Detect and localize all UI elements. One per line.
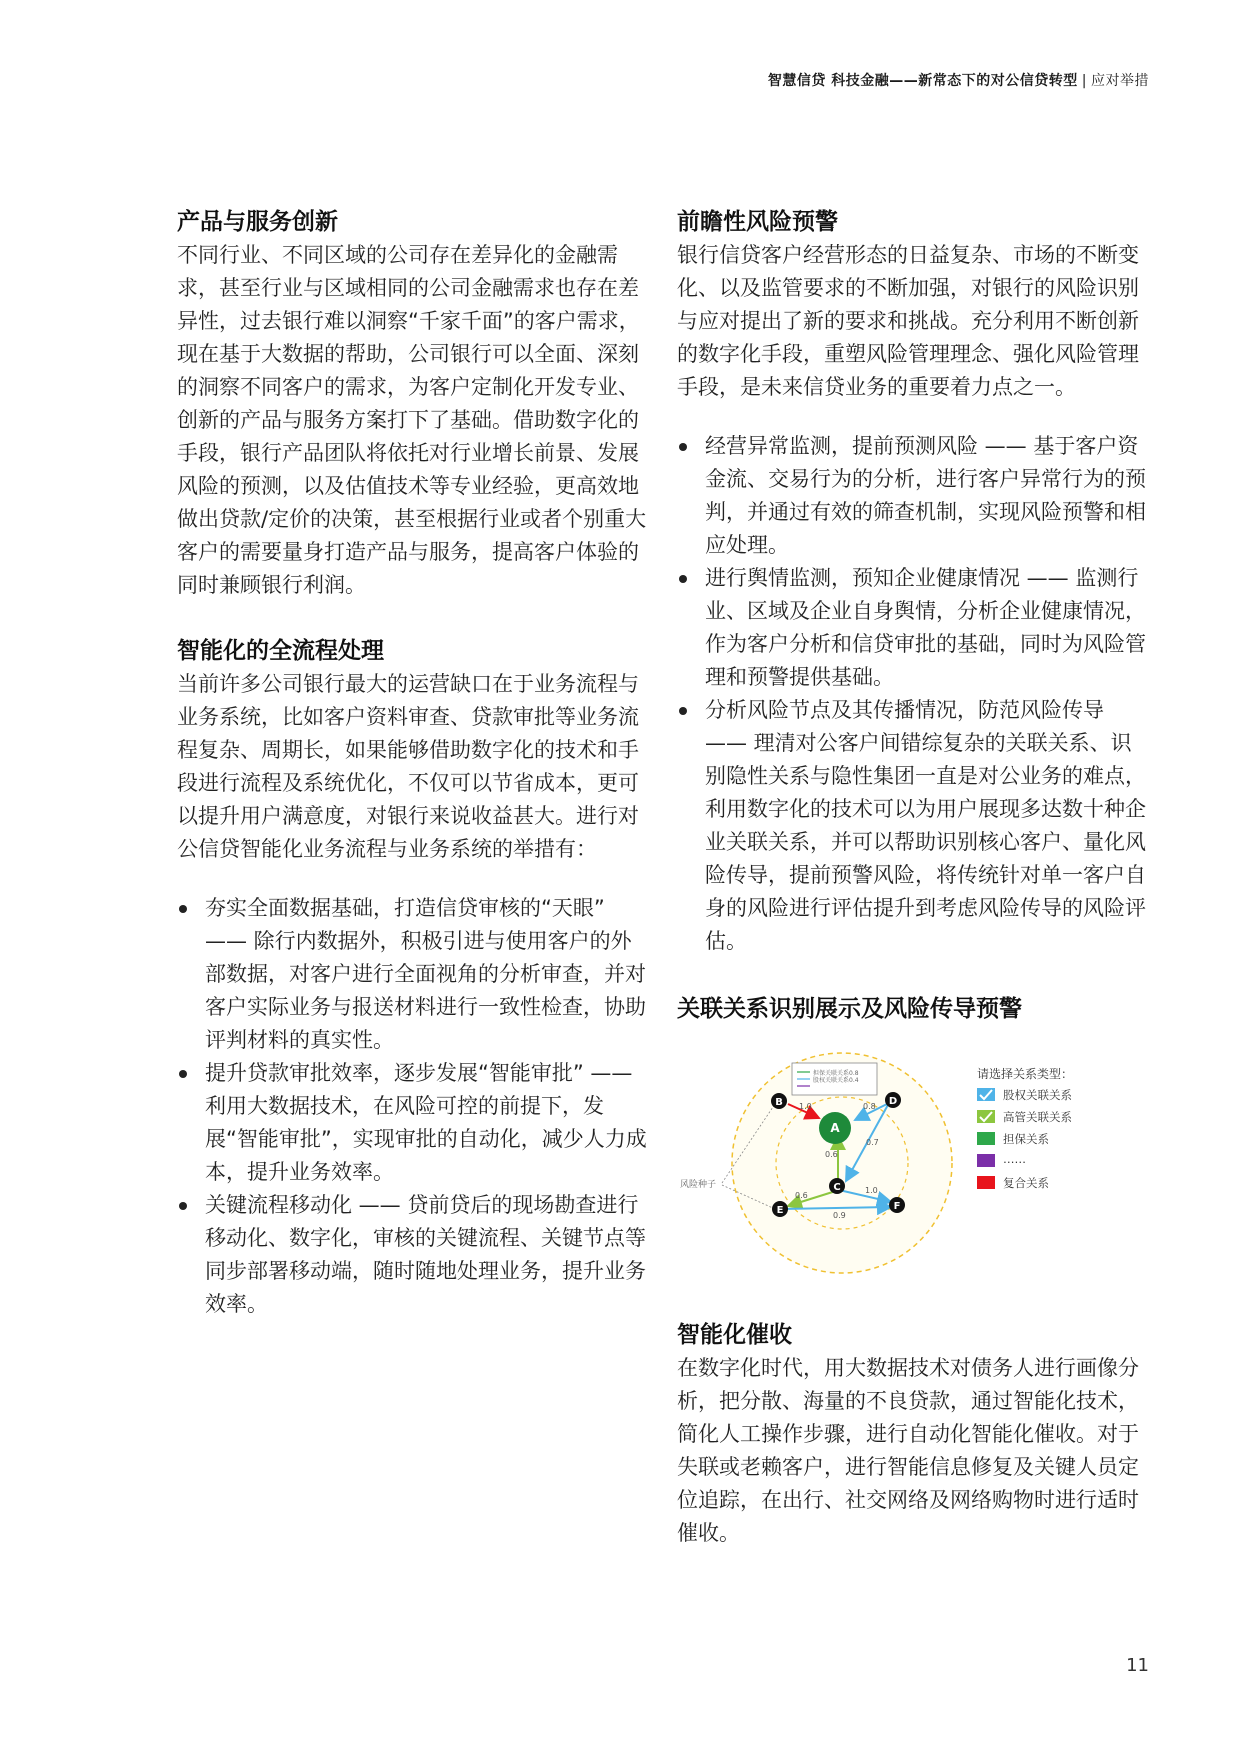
section-body-product-innovation: 不同行业、不同区域的公司存在差异化的金融需求，甚至行业与区域相同的公司金融需求也存在差异性，过去银行难以洞察“千家千面”的客户需求，现在基于大数据的帮助，公司银行可以全面、深刻的洞察不同客户的需求，为客户定制化开发专业、创新的产品与服务方案打下了基础。借助数字化的手段，银行产品团队将依托对行业增长前景、发展风险的预测，以及估值技术等专业经验，更高效地做出贷款/定价的决策，甚至根据行业或者个别重大客户的需要量身打造产品与服务，提高客户体验的同时兼顾银行利润。 [177,243,647,597]
page-number: 11 [1126,1655,1149,1676]
left-column [177,205,647,1321]
legend-swatch [977,1154,995,1167]
list-item: 关键流程移动化 —— 贷前贷后的现场勘查进行移动化、数字化，审核的关键流程、关键节点等同步部署移动端，随时随地处理业务，提升业务效率。 [177,1189,647,1321]
tooltip-text: 担保关联关系0.8 [813,1070,859,1077]
section-body-intelligent-process: 当前许多公司银行最大的运营缺口在于业务流程与业务系统，比如客户资料审查、贷款审批等业务流程复杂、周期长，如果能够借助数字化的技术和手段进行流程及系统优化，不仅可以节省成本，更可以提升用户满意度，对银行来说收益甚大。进行对公信贷智能化业务流程与业务系统的举措有： [177,672,639,861]
node-c-label: C [833,1182,841,1193]
relation-diagram-svg [677,1048,1149,1298]
edge-label: 0.9 [833,1211,846,1220]
edge-label: 0.8 [863,1102,876,1111]
list-item: 提升贷款审批效率，逐步发展“智能审批” —— 利用大数据技术，在风险可控的前提下，发展“智能审批”，实现审批的自动化，减少人力成本，提升业务效率。 [177,1057,647,1189]
seed-label: 风险种子 [680,1180,717,1190]
list-item: 分析风险节点及其传播情况，防范风险传导 —— 理清对公客户间错综复杂的关联关系、识别隐性关系与隐性集团一直是对公业务的难点，利用数字化的技术可以为用户展现多达数十种企业关联关系，并可以帮助识别核心客户、量化风险传导，提前预警风险，将传统针对单一客户自身的风险进行评估提升到考虑风险传导的风险评估。 [677,694,1149,958]
header-title: 智慧信贷 科技金融——新常态下的对公信贷转型 [767,73,1078,89]
legend-label: 复合关系 [1003,1176,1049,1190]
legend-item-equity[interactable] [977,1088,1072,1102]
node-f-label: F [893,1201,901,1212]
node-d-label: D [888,1096,898,1107]
section-title-smart-collection: 智能化催收 [677,1322,792,1348]
legend-swatch [977,1132,995,1145]
header-separator: | [1081,73,1087,89]
section-body-risk-warning: 银行信贷客户经营形态的日益复杂、市场的不断变化、以及监管要求的不断加强，对银行的风险识别与应对提出了新的要求和挑战。充分利用不断创新的数字化手段，重塑风险管理理念、强化风险管理手段，是未来信贷业务的重要着力点之一。 [677,243,1139,399]
right-column [677,205,1149,1550]
process-bullet-list [177,892,647,1321]
edge-label: 0.7 [866,1138,879,1147]
section-body-smart-collection: 在数字化时代，用大数据技术对债务人进行画像分析，把分散、海量的不良贷款，通过智能化技术，简化人工操作步骤，进行自动化智能化催收。对于失联或老赖客户，进行智能信息修复及关键人员定位追踪，在出行、社交网络及网络购物时进行适时催收。 [677,1356,1139,1545]
edge-label: 1.0 [865,1186,878,1195]
section-title-risk-warning: 前瞻性风险预警 [677,209,838,235]
edge-label: 0.6 [825,1150,838,1159]
legend-swatch [977,1088,995,1101]
legend-item-other[interactable] [977,1152,1026,1167]
legend-label: 担保关系 [1003,1132,1049,1146]
legend-label: 高管关联关系 [1003,1110,1072,1124]
edge-label: 1.0 [799,1102,812,1111]
legend-title: 请选择关系类型： [977,1067,1074,1081]
list-item: 经营异常监测，提前预测风险 —— 基于客户资金流、交易行为的分析，进行客户异常行为的预判，并通过有效的筛查机制，实现风险预警和相应处理。 [677,430,1149,562]
legend-swatch [977,1176,995,1189]
tooltip-text: 股权关联关系0.4 [813,1077,859,1084]
node-b-label: B [775,1097,783,1108]
edge-label: 0.6 [795,1191,808,1200]
list-item: 进行舆情监测，预知企业健康情况 —— 监测行业、区域及企业自身舆情，分析企业健康情况，作为客户分析和信贷审批的基础，同时为风险管理和预警提供基础。 [677,562,1149,694]
node-a-label: A [830,1121,840,1135]
header-section: 应对举措 [1091,73,1149,89]
legend-item-executive[interactable] [977,1110,1072,1124]
legend-item-guarantee[interactable] [977,1132,1049,1146]
node-e-label: E [776,1205,784,1216]
page-header [768,70,1149,90]
legend-swatch [977,1110,995,1123]
section-title-relation-diagram: 关联关系识别展示及风险传导预警 [677,996,1022,1022]
risk-bullet-list [677,430,1149,958]
section-title-intelligent-process: 智能化的全流程处理 [177,638,384,664]
legend-label: 股权关联关系 [1003,1088,1072,1102]
list-item: 夯实全面数据基础，打造信贷审核的“天眼” —— 除行内数据外，积极引进与使用客户的外部数据，对客户进行全面视角的分析审查，并对客户实际业务与报送材料进行一致性检查，协助评判材料的真实性。 [177,892,647,1057]
relation-diagram [677,1048,1149,1298]
section-title-product-innovation: 产品与服务创新 [177,209,338,235]
legend-item-composite[interactable] [977,1176,1049,1190]
legend-label: …… [1003,1152,1026,1166]
